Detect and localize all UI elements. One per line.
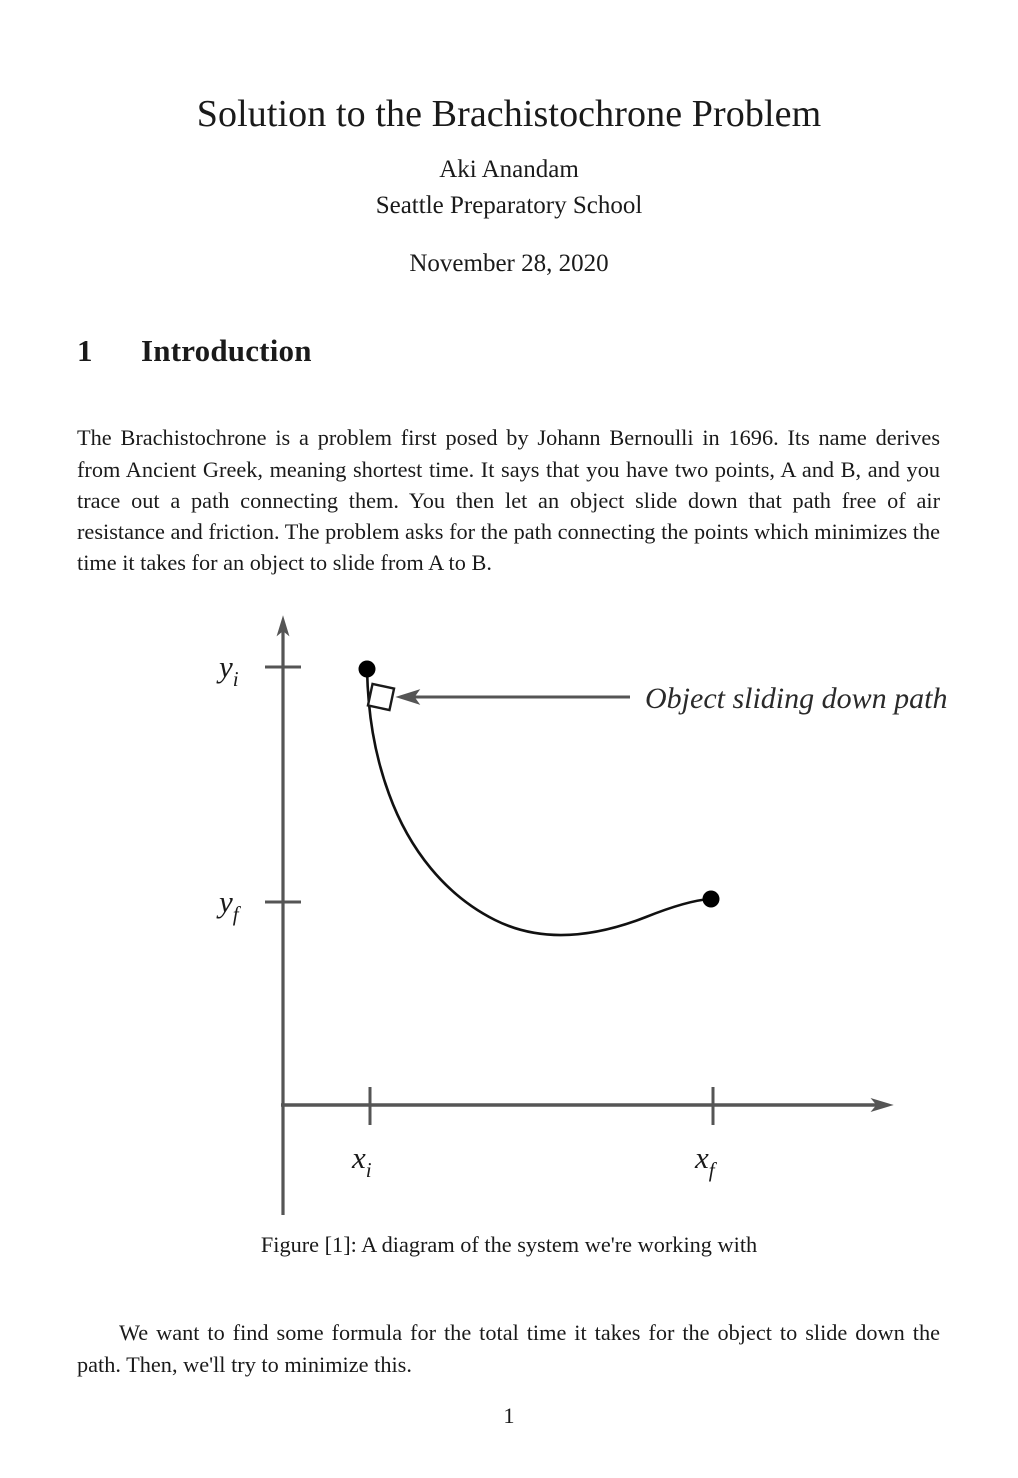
section-heading-introduction	[77, 333, 312, 369]
start-point-marker	[359, 661, 376, 678]
author-name: Aki Anandam	[439, 156, 579, 183]
x-axis	[281, 1099, 892, 1111]
axis-label-x-initial: $x_i$	[352, 1140, 372, 1182]
document-date: November 28, 2020	[409, 250, 609, 277]
page-title: Solution to the Brachistochrone Problem	[196, 93, 822, 136]
author-block	[0, 152, 1018, 223]
axis-label-y-initial: $y_i$	[219, 649, 239, 691]
section-number: 1	[77, 333, 93, 368]
annotation-arrow	[397, 690, 630, 704]
axis-label-y-final: $y_f$	[219, 884, 239, 926]
end-point-marker	[703, 891, 720, 908]
sliding-object-square	[368, 684, 394, 710]
y-axis	[278, 617, 289, 1215]
figure-diagram	[0, 595, 1018, 1215]
closing-paragraph	[77, 1317, 940, 1379]
page-number: 1	[503, 1403, 515, 1428]
annotation-label: Object sliding down path	[645, 682, 948, 715]
closing-paragraph-text: We want to find some formula for the total time it takes for the object to slide down the path. Then, we'll try to minimize this.	[77, 1320, 940, 1377]
axis-label-x-final: $x_f$	[695, 1140, 715, 1182]
figure-caption: Figure [1]: A diagram of the system we're working with	[260, 1232, 758, 1257]
section-title: Introduction	[141, 333, 312, 368]
author-affiliation: Seattle Preparatory School	[375, 191, 643, 219]
intro-paragraph: The Brachistochrone is a problem first posed by Johann Bernoulli in 1696. Its name derives from Ancient Greek, meaning shortest time. It says that you have two points, A and B, and you trace out a path connecting them. You then let an object slide down that path free of air resistance and friction. The problem asks for the path connecting the points which minimizes the time it takes for an object to slide from A to B.	[77, 425, 940, 576]
